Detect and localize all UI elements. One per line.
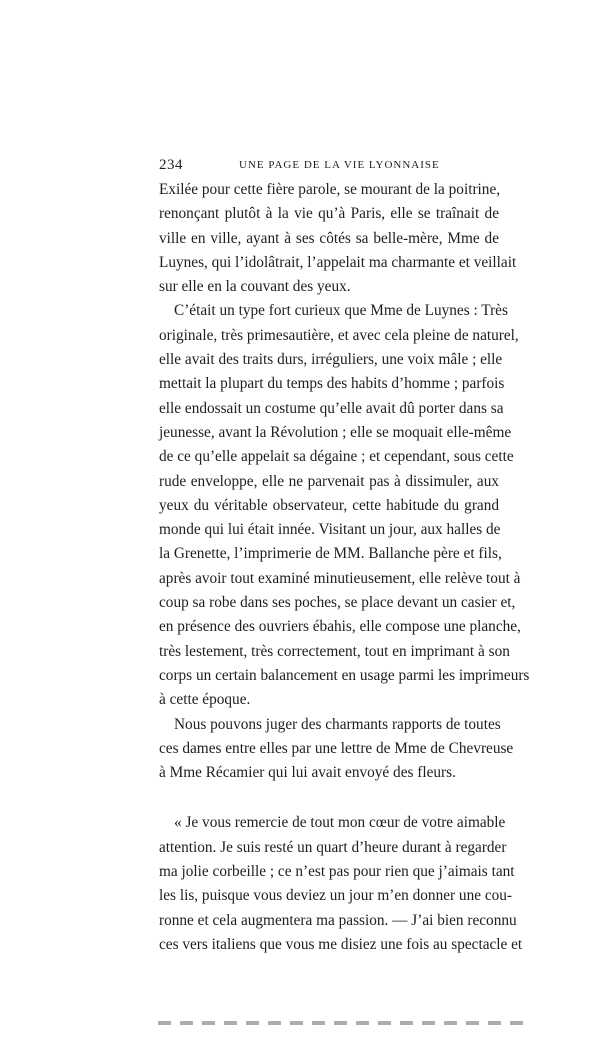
text-line: ma jolie corbeille ; ce n’est pas pour rien que j’aimais tant xyxy=(159,863,515,881)
text-line: yeux du véritable observateur, cette habitude du grand xyxy=(159,496,499,514)
running-title: UNE PAGE DE LA VIE LYONNAISE xyxy=(239,159,440,171)
text-line: ronne et cela augmentera ma passion. — J’ai bien reconnu xyxy=(159,911,517,929)
text-line: très lestement, très correctement, tout en imprimant à son xyxy=(159,642,510,660)
scan-edge-dashes xyxy=(158,1021,528,1025)
text-line: les lis, puisque vous deviez un jour m’en donner une cou- xyxy=(159,887,513,905)
text-line: jeunesse, avant la Révolution ; elle se moquait elle-même xyxy=(159,423,512,441)
text-line: après avoir tout examiné minutieusement, elle relève tout à xyxy=(159,569,521,587)
text-line: mettait la plupart du temps des habits d’homme ; parfois xyxy=(159,375,505,393)
paragraph-2 xyxy=(159,299,530,712)
text-line: corps un certain balancement en usage parmi les imprimeurs xyxy=(159,666,530,684)
text-line: C’était un type fort curieux que Mme de Luynes : Très xyxy=(174,302,508,320)
text-line: la Grenette, l’imprimerie de MM. Ballanche père et fils, xyxy=(159,545,502,563)
text-line: rude enveloppe, elle ne parvenait pas à dissimuler, aux xyxy=(159,472,499,490)
text-line: à cette époque. xyxy=(159,691,251,709)
text-line: ces dames entre elles par une lettre de Mme de Chevreuse xyxy=(159,739,514,757)
text-line: renonçant plutôt à la vie qu’à Paris, elle se traînait de xyxy=(159,205,499,223)
text-line: Nous pouvons juger des charmants rapports de toutes xyxy=(174,715,501,733)
quoted-letter xyxy=(159,811,523,957)
text-line: ville en ville, ayant à ses côtés sa belle-mère, Mme de xyxy=(159,229,499,247)
text-line: Luynes, qui l’idolâtrait, l’appelait ma charmante et veillait xyxy=(159,253,517,271)
body-text xyxy=(159,178,530,957)
text-line: attention. Je suis resté un quart d’heure durant à regarder xyxy=(159,838,507,856)
text-line: sur elle en la couvant des yeux. xyxy=(159,278,351,296)
text-line: ces vers italiens que vous me disiez une fois au spectacle et xyxy=(159,935,523,953)
page-number: 234 xyxy=(159,157,183,173)
text-line: originale, très primesautière, et avec cela pleine de naturel, xyxy=(159,326,519,344)
text-line: en présence des ouvriers ébahis, elle compose une planche, xyxy=(159,618,521,636)
text-line: elle endossait un costume qu’elle avait dû porter dans sa xyxy=(159,399,504,417)
text-line: elle avait des traits durs, irréguliers, une voix mâle ; elle xyxy=(159,351,503,369)
paragraph-3 xyxy=(159,713,514,786)
text-line: monde qui lui était innée. Visitant un jour, aux halles de xyxy=(159,521,501,539)
text-line: Exilée pour cette fière parole, se mourant de la poitrine, xyxy=(159,181,501,198)
text-line: de ce qu’elle appelait sa dégaine ; et cependant, sous cette xyxy=(159,448,514,466)
text-line: coup sa robe dans ses poches, se place devant un casier et, xyxy=(159,594,516,612)
running-head xyxy=(159,157,494,175)
text-line: à Mme Récamier qui lui avait envoyé des fleurs. xyxy=(159,764,456,782)
paragraph-spacer xyxy=(159,785,499,811)
paragraph-1 xyxy=(159,178,517,299)
text-line: « Je vous remercie de tout mon cœur de votre aimable xyxy=(174,814,506,832)
